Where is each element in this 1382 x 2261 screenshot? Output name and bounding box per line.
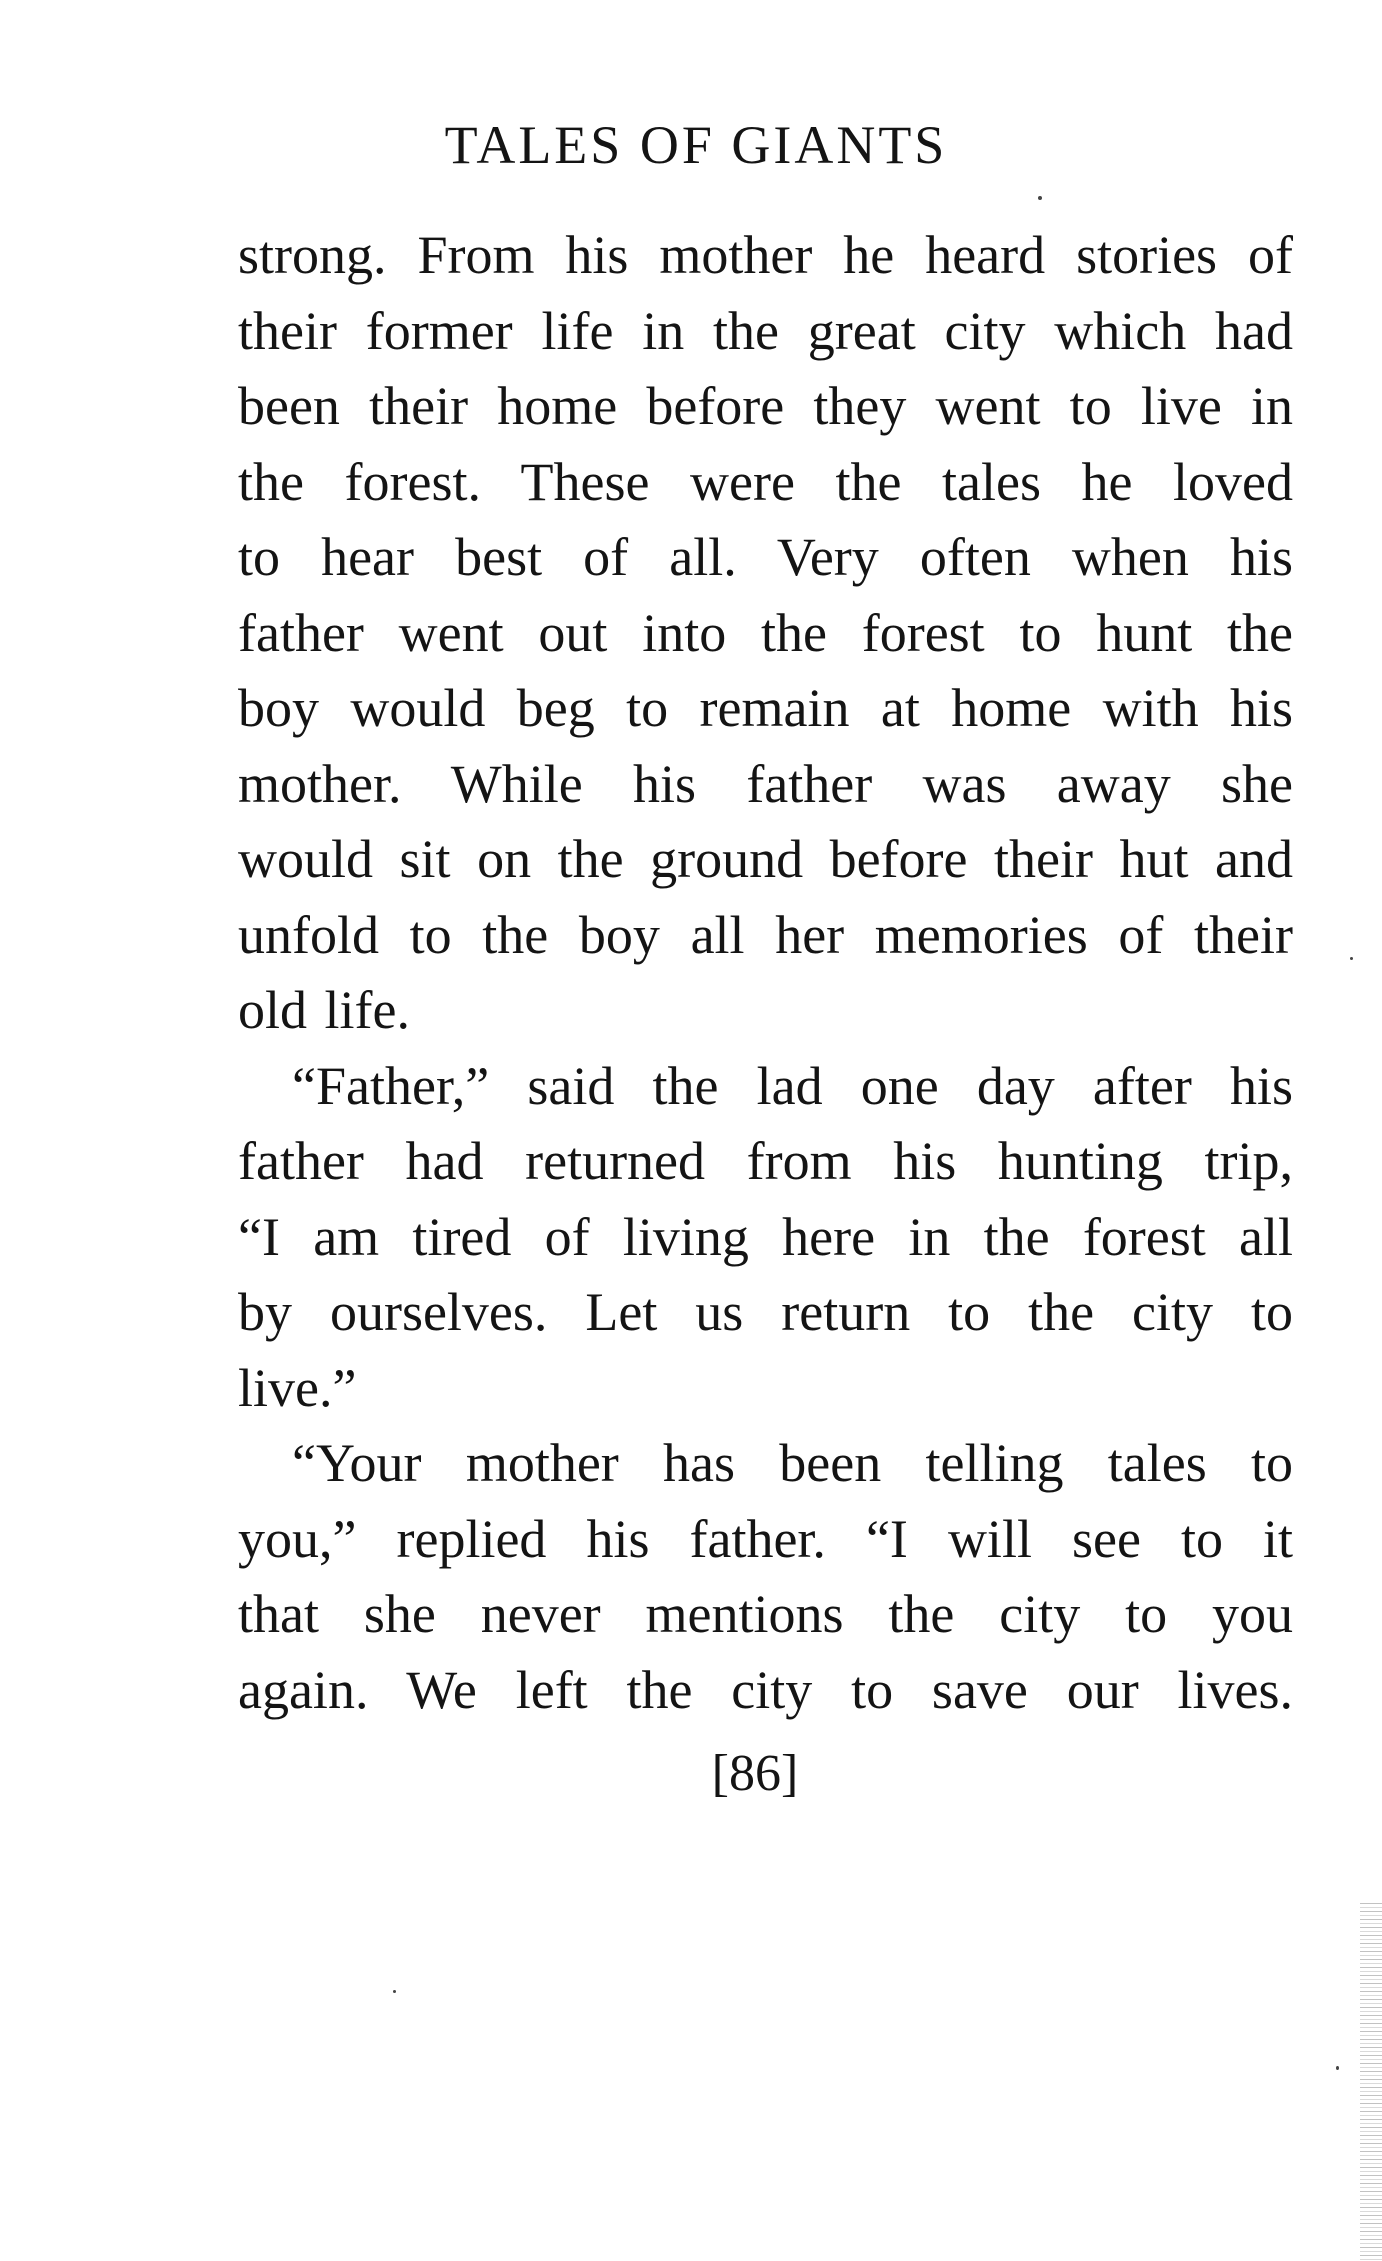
text-line: their former life in the great city which had [238,300,1293,361]
text-line: been their home before they went to live in [238,376,1293,436]
text-line: unfold to the boy all her memories of their [238,904,1293,965]
print-speck [1038,196,1042,200]
text-line: to hear best of all. Very often when his [238,527,1293,587]
text-line: old life. [238,980,410,1040]
text-line: that she never mentions the city to you [238,1584,1293,1644]
text-line: boy would beg to remain at home with his [238,678,1293,738]
text-line: live.” [238,1357,357,1418]
text-line: father went out into the forest to hunt the [238,602,1293,663]
text-line: you,” replied his father. “I will see to it [238,1508,1293,1569]
text-line: strong. From his mother he heard stories of [238,225,1293,285]
paragraph [238,1426,1293,1728]
scan-edge-noise [1360,1900,1382,2261]
text-line: “Your mother has been telling tales to [292,1433,1293,1493]
text-line: again. We left the city to save our lives. [238,1659,1293,1720]
text-line: the forest. These were the tales he loved [238,451,1293,512]
running-head: TALES OF GIANTS [444,115,948,175]
body-text [238,218,1293,1728]
print-speck [1336,2066,1339,2070]
page-number: [86] [711,1745,799,1802]
print-speck [393,1990,396,1993]
print-speck [1350,957,1353,960]
text-line: would sit on the ground before their hut and [238,829,1293,889]
text-line: mother. While his father was away she [238,753,1293,814]
text-line: by ourselves. Let us return to the city to [238,1282,1293,1342]
paragraph [238,1049,1293,1427]
paragraph [238,218,1293,1049]
text-line: father had returned from his hunting trip, [238,1131,1293,1191]
text-line: “I am tired of living here in the forest all [238,1206,1293,1267]
text-line: “Father,” said the lad one day after his [292,1055,1293,1116]
